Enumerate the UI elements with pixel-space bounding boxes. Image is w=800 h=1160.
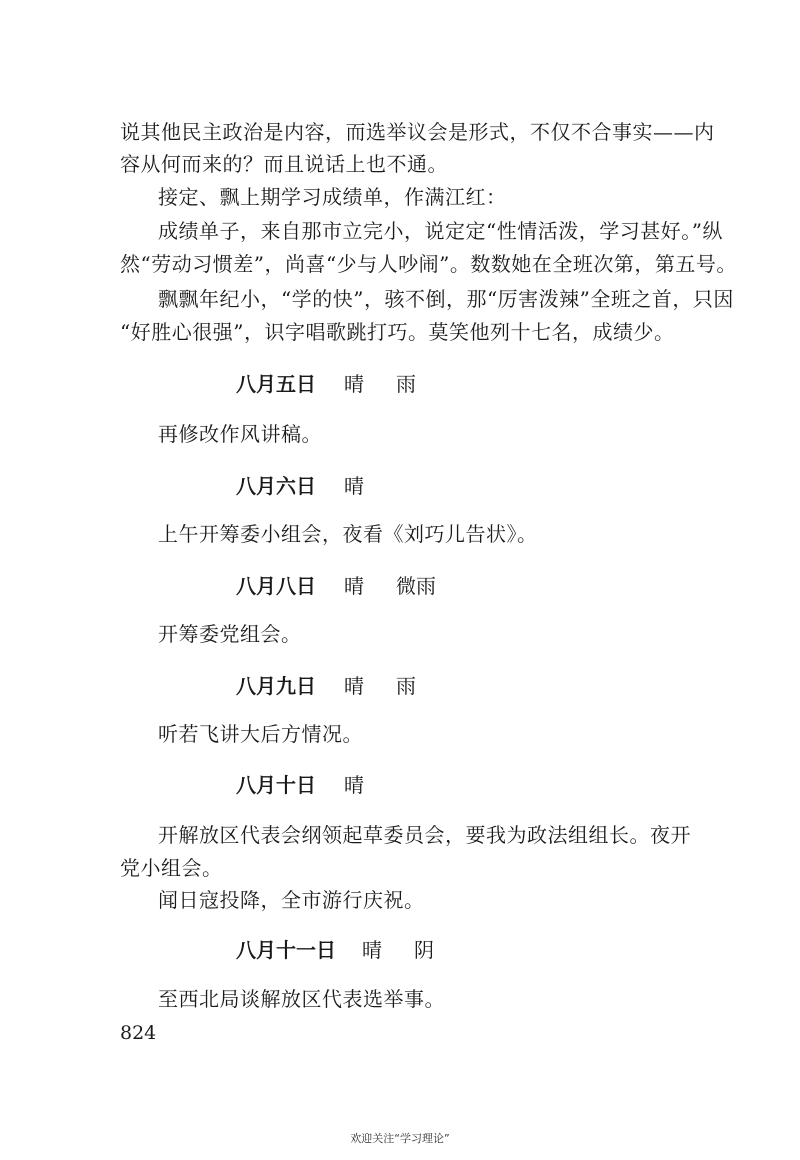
entry-text: 开解放区代表会纲领起草委员会，要我为政法组组长。夜开 — [158, 823, 691, 847]
entry-weather: 微雨 — [396, 574, 436, 598]
entry-date-heading — [236, 372, 416, 396]
entry-text: 党小组会。 — [120, 856, 223, 880]
entry-weather: 雨 — [396, 372, 416, 396]
entry-date: 八月六日 — [236, 474, 316, 498]
entry-date-heading — [236, 674, 416, 698]
entry-weather: 晴 — [344, 773, 364, 797]
paragraph-line: 说其他民主政治是内容，而选举议会是形式，不仅不合事实——内 — [120, 120, 715, 144]
entry-text: 再修改作风讲稿。 — [158, 422, 322, 446]
entry-date-heading — [236, 474, 364, 498]
entry-date: 八月十日 — [236, 773, 316, 797]
entry-text: 闻日寇投降，全市游行庆祝。 — [158, 888, 425, 912]
paragraph-line: 接定、飘上期学习成绩单，作满江红： — [158, 185, 507, 209]
paragraph-line: 成绩单子，来自那市立完小，说定定“性情活泼，学习甚好。”纵 — [158, 219, 723, 243]
entry-text: 听若飞讲大后方情况。 — [158, 722, 363, 746]
entry-weather: 晴 — [344, 372, 364, 396]
entry-date: 八月十一日 — [236, 938, 336, 962]
paragraph-line: 然“劳动习惯差”，尚喜“少与人吵闹”。数数她在全班次第，第五号。 — [120, 252, 737, 276]
entry-text: 至西北局谈解放区代表选举事。 — [158, 987, 445, 1011]
entry-date: 八月九日 — [236, 674, 316, 698]
page-number: 824 — [120, 1022, 157, 1044]
entry-date-heading — [236, 574, 436, 598]
footer-note: 欢迎关注“学习理论” — [350, 1132, 450, 1145]
entry-date: 八月八日 — [236, 574, 316, 598]
paragraph-line: “好胜心很强”，识字唱歌跳打巧。莫笑他列十七名，成绩少。 — [120, 320, 675, 344]
paragraph-line: 飘飘年纪小，“学的快”，骇不倒，那“厉害泼辣”全班之首，只因 — [158, 287, 734, 311]
entry-date-heading — [236, 773, 364, 797]
entry-weather: 晴 — [344, 474, 364, 498]
entry-date: 八月五日 — [236, 372, 316, 396]
entry-date-heading — [236, 938, 434, 962]
entry-weather: 阴 — [414, 938, 434, 962]
entry-text: 开筹委党组会。 — [158, 622, 302, 646]
entry-weather: 晴 — [344, 674, 364, 698]
entry-weather: 雨 — [396, 674, 416, 698]
entry-text: 上午开筹委小组会，夜看《刘巧儿告状》。 — [158, 522, 538, 546]
paragraph-line: 容从何而来的？而且说话上也不通。 — [120, 152, 448, 176]
entry-weather: 晴 — [362, 938, 382, 962]
entry-weather: 晴 — [344, 574, 364, 598]
